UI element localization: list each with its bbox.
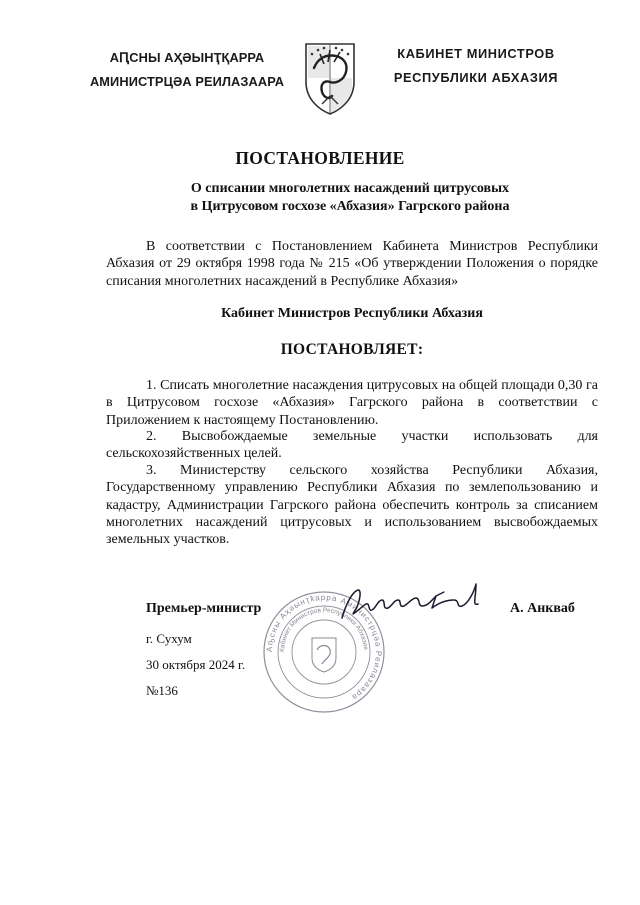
decree-heading: ПОСТАНОВЛЯЕТ: — [280, 341, 424, 358]
header-left-line2: АМИНИСТРЦӘА РЕИЛАЗААРА — [89, 74, 285, 89]
document-number: №136 — [146, 683, 178, 698]
date-of-issue: 30 октября 2024 г. — [146, 657, 246, 672]
document-title: ПОСТАНОВЛЕНИЕ — [235, 148, 405, 168]
issuer-heading: Кабинет Министров Республики Абхазия — [221, 306, 483, 321]
header-right-line2: РЕСПУБЛИКИ АБХАЗИЯ — [393, 70, 559, 85]
subject-line-1: О списании многолетних насаждений цитрусовых — [190, 181, 510, 196]
header-right-line1: КАБИНЕТ МИНИСТРОВ — [397, 46, 555, 61]
seal-inner-text: Кабинет Министров Республики Абхазия — [278, 606, 369, 653]
header-right-ru — [376, 42, 576, 90]
decree-item-1-text: 1. Списать многолетние насаждения цитрусовых на общей площади 0,30 га в Цитрусовом госхозе «Абхазия» Гагрского района в соответствии с Приложением к настоящему Постановлению. — [106, 378, 598, 428]
preamble-text: В соответствии с Постановлением Кабинета Министров Республики Абхазия от 29 октября 1998 года № 215 «Об утверждении Положения о порядке списания многолетних насаждений в Республике Абхазия» — [106, 239, 598, 289]
decree-item-3 — [106, 462, 598, 548]
decree-item-3-text: 3. Министерству сельского хозяйства Республики Абхазия, Государственному управлению Республики Абхазия по землепользованию и кадастру, Администрации Гагрского района обеспечить контроль за списанием многолетних насаждений цитрусовых и использованием высвобождаемых земельных участков. — [106, 463, 598, 548]
signatory-name: А. Анкваб — [510, 601, 575, 616]
decree-item-2-text: 2. Высвобождаемые земельные участки использовать для сельскохозяйственных целей. — [106, 429, 598, 462]
coat-of-arms-emblem — [300, 38, 360, 118]
header-left-line1: АԤСНЫ АҲӘЫНҬҚАРРА — [109, 50, 265, 65]
handwritten-signature — [336, 578, 486, 628]
preamble-paragraph — [106, 238, 598, 290]
decree-item-1 — [106, 377, 598, 429]
place-of-issue: г. Сухум — [146, 631, 192, 646]
document-subject — [0, 180, 640, 216]
signatory-position: Премьер-министр — [146, 601, 262, 616]
header-left-ab — [82, 46, 292, 94]
subject-line-2: в Цитрусовом госхозе «Абхазия» Гагрского района — [190, 199, 510, 214]
seal-outer-text: Аҧсны Аҳәынҭҟарра Аминистрцәа Реилазаара — [264, 592, 384, 703]
decree-item-2 — [106, 428, 598, 463]
